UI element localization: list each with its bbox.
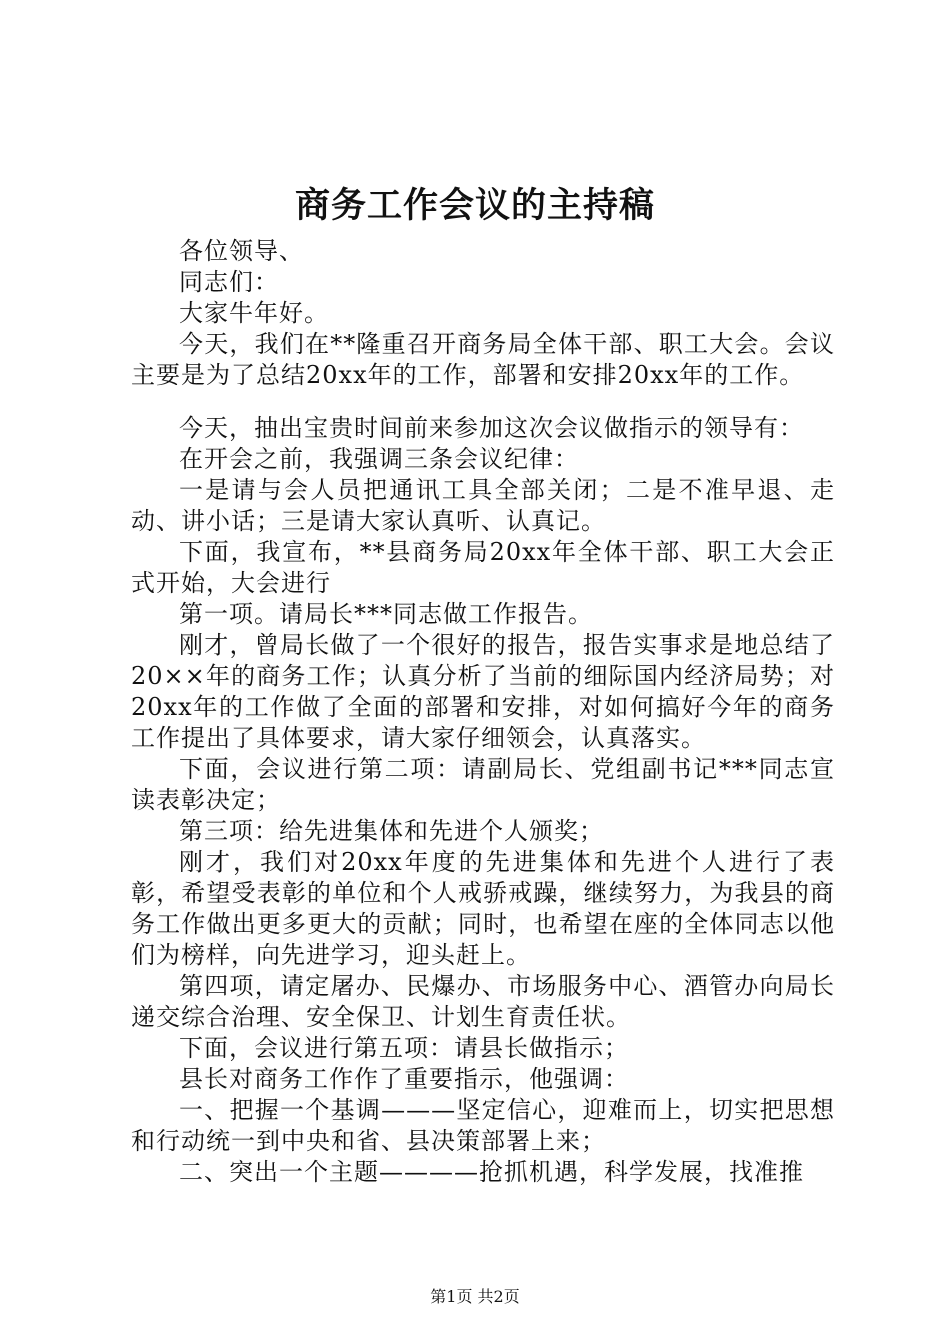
paragraph: 今天，我们在**隆重召开商务局全体干部、职工大会。会议主要是为了总结20xx年的工作，部署和安排20xx年的工作。 — [131, 330, 835, 389]
paragraph: 在开会之前，我强调三条会议纪律： — [179, 445, 579, 473]
paragraph-spacer — [131, 391, 835, 413]
paragraph: 各位领导、 — [179, 237, 304, 265]
paragraph: 第三项：给先进集体和先进个人颁奖； — [179, 817, 604, 845]
paragraph: 刚才，曾局长做了一个很好的报告，报告实事求是地总结了20××年的商务工作；认真分析了当前的细际国内经济局势；对20xx年的工作做了全面的部署和安排，对如何搞好今年的商务工作提出了具体要求，请大家仔细领会，认真落实。 — [131, 631, 835, 752]
paragraph: 同志们： — [179, 268, 279, 296]
paragraph: 县长对商务工作作了重要指示，他强调： — [179, 1065, 629, 1093]
paragraph: 二、突出一个主题————抢抓机遇，科学发展，找准推 — [179, 1158, 804, 1186]
paragraph: 今天，抽出宝贵时间前来参加这次会议做指示的领导有： — [179, 414, 804, 442]
paragraph: 下面，我宣布，**县商务局20xx年全体干部、职工大会正式开始，大会进行 — [131, 538, 835, 597]
document-title: 商务工作会议的主持稿 — [294, 185, 655, 226]
document-body — [131, 236, 835, 1188]
paragraph: 大家牛年好。 — [179, 299, 329, 327]
paragraph: 一、把握一个基调———坚定信心，迎难而上，切实把思想和行动统一到中央和省、县决策部署上来； — [131, 1096, 835, 1155]
paragraph: 下面，会议进行第五项：请县长做指示； — [179, 1034, 629, 1062]
paragraph: 第四项，请定屠办、民爆办、市场服务中心、酒管办向局长递交综合治理、安全保卫、计划生育责任状。 — [131, 972, 835, 1031]
paragraph: 下面，会议进行第二项：请副局长、党组副书记***同志宣读表彰决定； — [131, 755, 835, 814]
paragraph: 第一项。请局长***同志做工作报告。 — [179, 600, 593, 628]
page-footer: 第1页 共2页 — [430, 1287, 520, 1306]
paragraph: 刚才，我们对20xx年度的先进集体和先进个人进行了表彰，希望受表彰的单位和个人戒骄戒躁，继续努力，为我县的商务工作做出更多更大的贡献；同时，也希望在座的全体同志以他们为榜样，向先进学习，迎头赶上。 — [131, 848, 835, 969]
paragraph: 一是请与会人员把通讯工具全部关闭；二是不准早退、走动、讲小话；三是请大家认真听、认真记。 — [131, 476, 835, 535]
